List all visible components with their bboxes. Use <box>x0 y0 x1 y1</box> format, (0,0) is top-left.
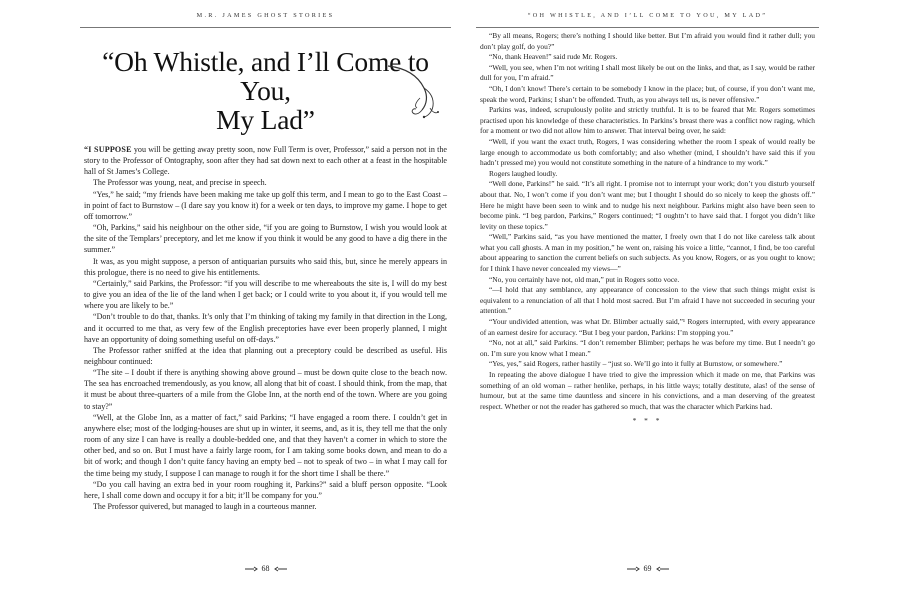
paragraph <box>84 144 447 177</box>
paragraph: “No, thank Heaven!” said rude Mr. Rogers. <box>489 52 618 62</box>
paragraph: It was, as you might suppose, a person of antiquarian pursuits who said this, but, since he merely appears in this prologue, there is no need to give his entitlements. <box>84 256 447 277</box>
paragraph: Rogers laughed loudly. <box>489 168 558 178</box>
paragraph: Parkins was, indeed, scrupulously polite and strictly truthful. It is to be feared that Mr. Rogers sometimes practised upon his knowledge of these characteristics. In Parkins’s breast there was a conflict now raging, which for a moment or two did not allow him to answer. That interval being over, he said: <box>480 105 815 136</box>
paragraph: “Oh, Parkins,” said his neighbour on the other side, “if you are going to Burnstow, I wish you would look at the site of the Templars’ preceptory, and let me know if you think it would be any good to have a dig there in the summer.” <box>84 223 447 255</box>
section-break: * * * <box>632 416 663 426</box>
paragraph: “Don’t trouble to do that, thanks. It’s only that I’m thinking of taking my family in that direction in the Long, and it occurred to me that, as very few of the English preceptories have ever been properly planned, I might have an opportunity of doing something useful on off-days.” <box>84 312 447 344</box>
right-header-rule <box>476 27 819 28</box>
paragraph: “Well, at the Globe Inn, as a matter of fact,” said Parkins; “I have engaged a room there. I couldn’t get in anywhere else; most of the lodging-houses are shut up in winter, it seems, and, as it is, they tell me that the only room of any size I can have is really a double-bedded one, and that they haven’t a corner in which to store the other bed, and so on. But I must have a fairly large room, for I am taking some books down, and mean to do a bit of work; and though I don’t quite fancy having an empty bed – not to speak of two – in what I may call for the time being my study, I suppose I can manage to rough it for the short time I shall be there.” <box>84 412 447 478</box>
paragraph: “Yes, yes,” said Rogers, rather hastily – “just so. We’ll go into it fully at Burnstow, or somewhere.” <box>489 359 783 369</box>
right-page <box>480 0 815 600</box>
paragraph: “Well,” Parkins said, “as you have mentioned the matter, I freely own that I do not like careless talk about what you call ghosts. A man in my position,” he went on, raising his voice a little, “cannot, I find, be too careful about appearing to sanction the current beliefs on such subjects. As you know, Rogers, or as you ought to know; for I think I have never concealed my views—” <box>480 232 815 274</box>
folio-ornament-icon <box>627 566 640 572</box>
folio-ornament-icon <box>656 566 669 572</box>
right-running-head: “OH WHISTLE, AND I’LL COME TO YOU, MY LAD” <box>527 12 768 19</box>
paragraph: “No, you certainly have not, old man,” put in Rogers sotto voce. <box>489 274 680 284</box>
paragraph: The Professor rather sniffed at the idea that planning out a preceptory could be described as useful. His neighbour continued: <box>84 345 447 366</box>
paragraph: “Yes,” he said; “my friends have been making me take up golf this term, and I mean to go to the East Coast – in point of fact to Burnstow – (I dare say you know it) for a week or ten days, to improve my game. I hope to get off tomorrow.” <box>84 189 447 221</box>
paragraph: “By all means, Rogers; there’s nothing I should like better. But I’m afraid you would find it rather dull; you don’t play golf, do you?” <box>480 31 815 51</box>
paragraph: The Professor was young, neat, and precise in speech. <box>93 178 267 188</box>
left-page <box>84 0 447 600</box>
paragraph-text: you will be getting away pretty soon, now Full Term is over, Professor,” said a person not in the story to the Professor of Ontography, soon after they had sat down next to each other at a feast in the hospitable hall of St James’s College. <box>84 145 447 177</box>
paragraph: “Well, if you want the exact truth, Rogers, I was considering whether the room I speak of would really be large enough to accommodate us both comfortably; and also whether (mind, I shouldn’t have said this if you hadn’t pressed me) you would not constitute something in the nature of a hindrance to my work.” <box>480 136 815 168</box>
paragraph: “Certainly,” said Parkins, the Professor: “if you will describe to me whereabouts the site is, I will do my best to give you an idea of the lie of the land when I get back; or I could write to you about it, if you would tell me where you are likely to be.” <box>84 278 447 311</box>
page-number: 69 <box>643 564 652 573</box>
paragraph: In repeating the above dialogue I have tried to give the impression which it made on me, that Parkins was something of an old woman – rather henlike, perhaps, in his little ways; totally destitute, alas! of the sense of humour, but at the same time dauntless and sincere in his convictions, and a man deserving of the greatest respect. Whether or not the reader has gathered so much, that was the character which Parkins had. <box>480 370 815 411</box>
paragraph: “Do you call having an extra bed in your room roughing it, Parkins?” said a bluff person opposite. “Look here, I shall come down and occupy it for a bit; it’ll be company for you.” <box>84 479 447 500</box>
paragraph: “The site – I doubt if there is anything showing above ground – must be down quite close to the beach now. The sea has encroached tremendously, as you know, all along that bit of coast. I should think, from the map, that it must be about three-quarters of a mile from the Globe Inn, at the north end of the town. Where are you going to stay?” <box>84 368 447 411</box>
folio-ornament-icon <box>245 566 258 572</box>
page-number: 68 <box>261 564 270 573</box>
paragraph: “Well done, Parkins!” he said. “It’s all right. I promise not to interrupt your work; don’t you disturb yourself about that. No, I won’t come if you don’t want me; but I thought I should do so nicely to keep the ghosts off.” Here he might have been seen to wink and to nudge his next neighbour. Parkins might also have been seen to become pink. “I beg pardon, Parkins,” Rogers continued; “I oughtn’t to have said that. I forgot you didn’t like levity on these topics.” <box>480 179 815 231</box>
right-body-text <box>480 31 815 427</box>
left-body-text <box>84 144 447 512</box>
paragraph: “Your undivided attention, was what Dr. Blimber actually said,”¹ Rogers interrupted, with every appearance of an earnest desire for accuracy. “But I beg your pardon, Parkins: I’m stopping you.” <box>480 317 815 337</box>
left-running-head: M.R. JAMES GHOST STORIES <box>196 12 335 19</box>
right-page-number <box>480 564 815 573</box>
paragraph: “No, not at all,” said Parkins. “I don’t remember Blimber; perhaps he was before my time. But I needn’t go on. I’m sure you know what I mean.” <box>480 338 815 358</box>
paragraph: “—I hold that any semblance, any appearance of concession to the view that such things might exist is equivalent to a renunciation of all that I hold most sacred. But I’m afraid I have not succeeded in securing your attention.” <box>480 285 815 316</box>
folio-ornament-icon <box>274 566 287 572</box>
paragraph: “Well, you see, when I’m not writing I shall most likely be out on the links, and that, as I say, would be rather dull for you, I’m afraid.” <box>480 62 815 83</box>
left-page-number <box>84 564 447 573</box>
story-title-line-2: My Lad” <box>216 104 315 135</box>
paragraph: The Professor quivered, but managed to laugh in a courteous manner. <box>93 502 317 511</box>
paragraph: “Oh, I don’t know! There’s certain to be somebody I know in the place; but, of course, if you don’t want me, speak the word, Parkins; I shan’t be offended. Truth, as you always tell us, is never offensive.” <box>480 83 815 104</box>
flourish-ornament-icon <box>384 62 444 122</box>
lead-words: “I SUPPOSE <box>84 145 132 154</box>
left-header-rule <box>80 27 451 28</box>
story-title-line-1: “Oh Whistle, and I’ll Come to You, <box>102 46 429 106</box>
